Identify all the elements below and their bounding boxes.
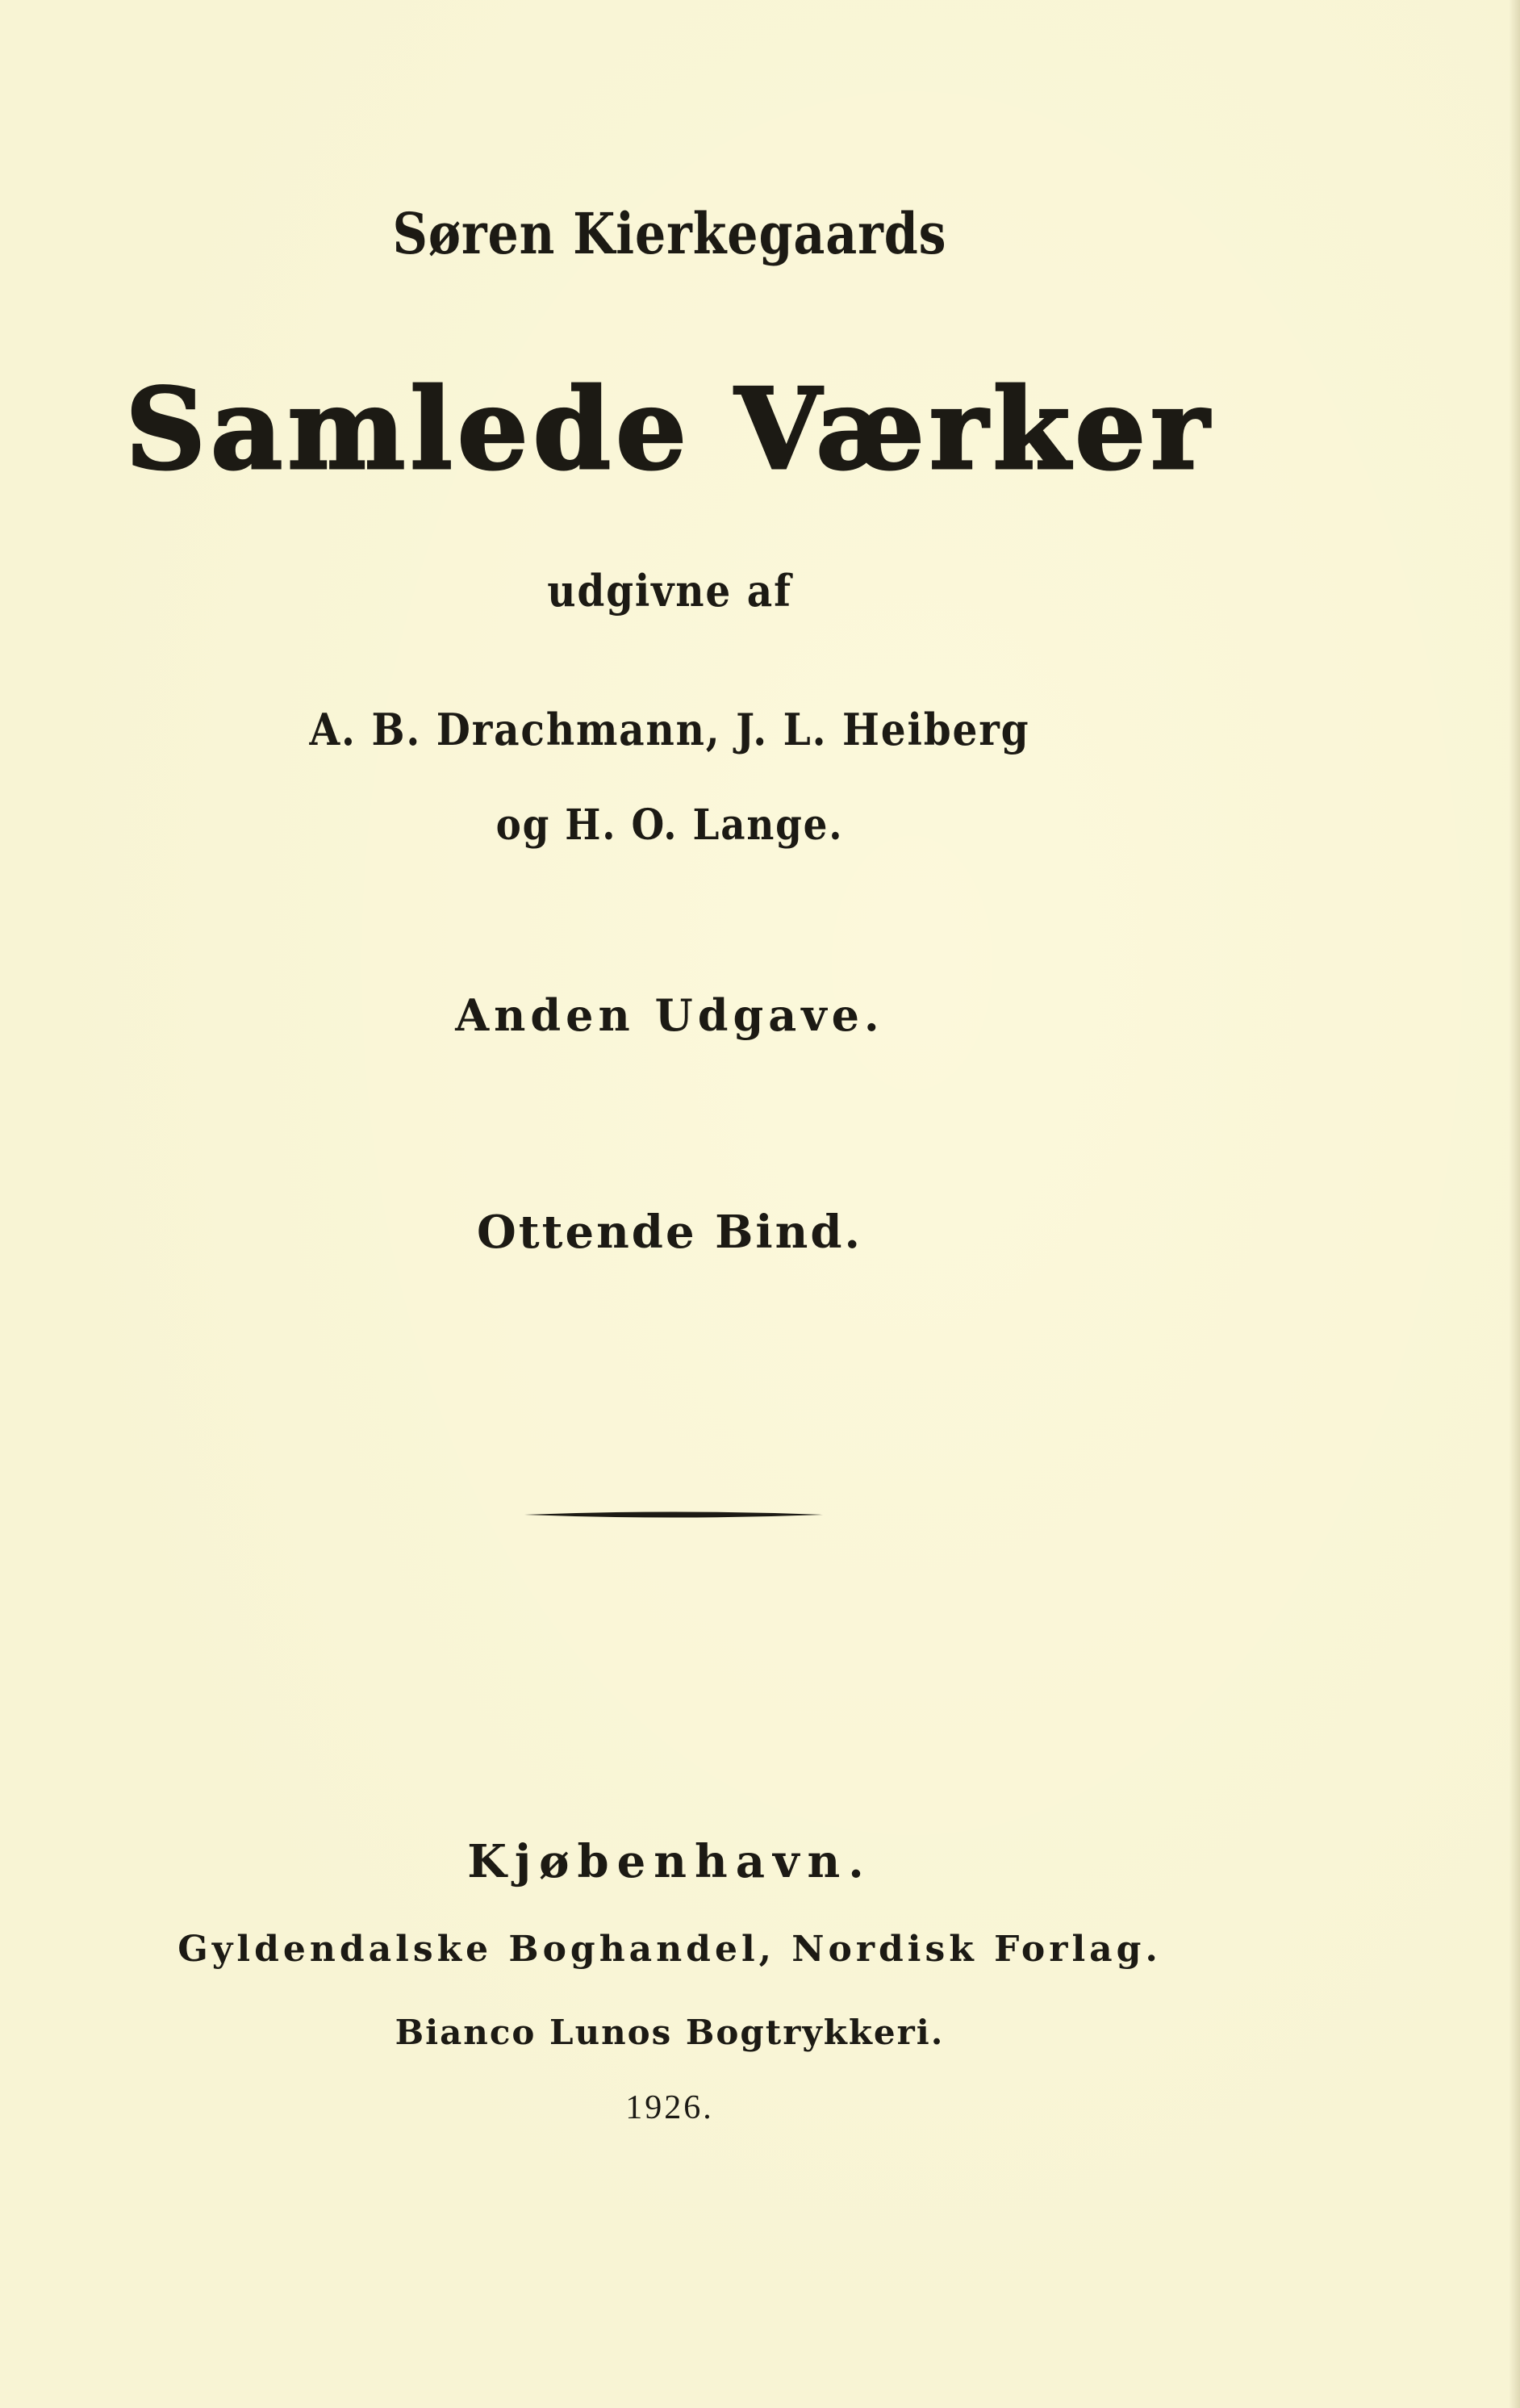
edition-line: Anden Udgave. [455,989,884,1041]
ornamental-rule [524,1509,823,1520]
volume-line: Ottende Bind. [476,1206,863,1259]
imprint-place: Kjøbenhavn. [467,1835,872,1888]
editors-line-2: og H. O. Lange. [495,801,844,850]
imprint-printer: Bianco Lunos Bogtrykkeri. [395,2013,945,2052]
editors-line-1: A. B. Drachmann, J. L. Heiberg [309,704,1030,755]
imprint-publisher: Gyldendalske Boghandel, Nordisk Forlag. [177,1929,1162,1970]
work-title: Samlede Værker [125,363,1214,495]
imprint-year: 1926. [625,2089,714,2126]
edited-by-line: udgivne af [547,565,792,617]
page-edge-shadow [1509,0,1520,2408]
author-line: Søren Kierkegaards [392,200,947,267]
